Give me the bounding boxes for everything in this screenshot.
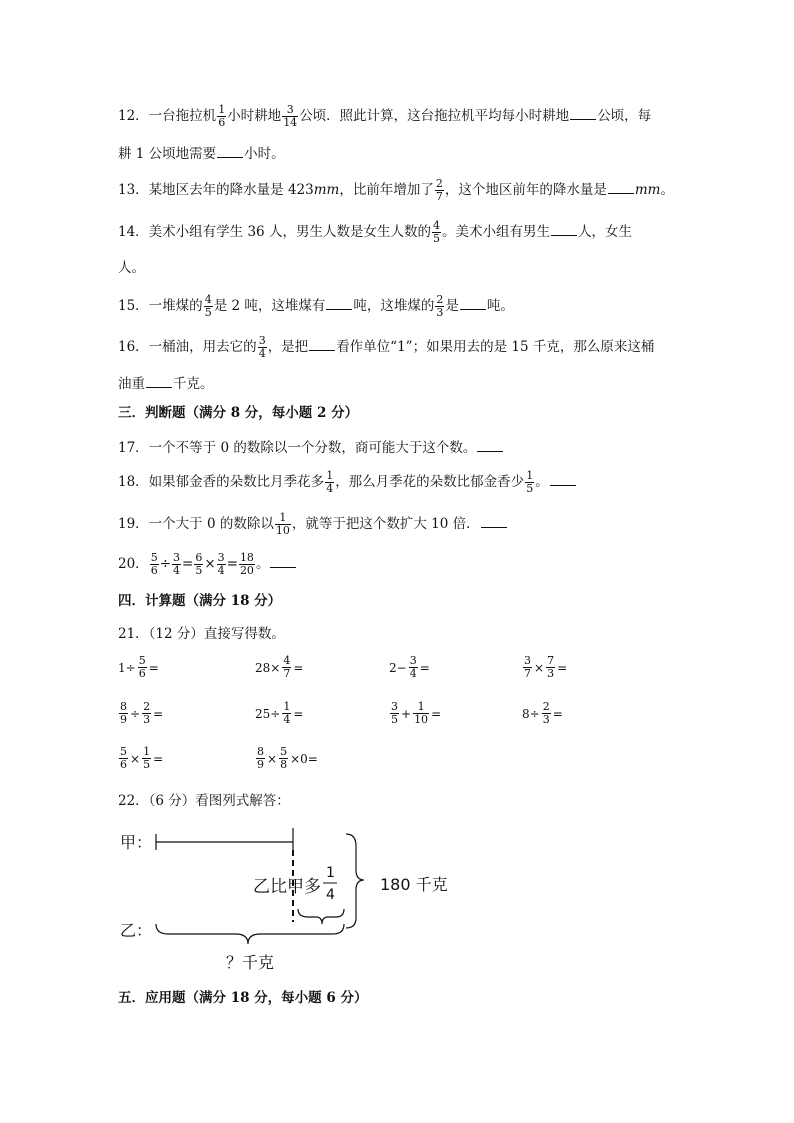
question-14-line2: 人。 — [118, 260, 145, 276]
svg-text:4: 4 — [326, 887, 335, 903]
fraction: $\frac{1}{4}$ — [326, 469, 334, 495]
question-20: 20． $\frac{5}{6}$ ÷ $\frac{3}{4}$ = $\frac{6}{5}$ × $\frac{3}{4}$ = $\frac{18}{20}$ 。 — [118, 552, 297, 577]
question-18: 18．如果郁金香的朵数比月季花多 $\frac{1}{4}$ ，那么月季花的朵数比郁金香少 $\frac{1}{5}$ 。 — [118, 470, 577, 495]
question-17: 17．一个不等于 0 的数除以一个分数，商可能大于这个数。 — [118, 437, 504, 458]
answer-blank[interactable] — [146, 373, 172, 388]
calc-item-5: $\frac{8}{9}$ ÷ $\frac{2}{3}$ = — [120, 700, 164, 726]
fraction: $\frac{5}{6}$ — [150, 551, 158, 577]
question-14-line1: 14．美术小组有学生 36 人，男生人数是女生人数的 $\frac{4}{5}$ 。美术小组有男生 人，女生 — [118, 219, 632, 245]
answer-blank[interactable] — [608, 179, 634, 194]
answer-blank[interactable] — [570, 105, 596, 120]
label-total: 180 千克 — [380, 875, 448, 894]
label-unknown: ？千克 — [226, 953, 275, 972]
calc-item-8: 8÷ $\frac{2}{3}$ = — [522, 700, 563, 726]
fraction: $\frac{3}{4}$ — [217, 551, 225, 577]
question-15: 15．一堆煤的 $\frac{4}{5}$ 是 2 吨，这堆煤有 吨，这堆煤的 $\frac{2}{3}$ 是 吨。 — [118, 293, 514, 319]
answer-blank[interactable] — [309, 336, 335, 351]
fraction: $\frac{4}{5}$ — [204, 293, 212, 319]
question-12-line2: 耕 1 公顷地需要 小时。 — [118, 143, 285, 164]
answer-blank[interactable] — [460, 295, 486, 310]
answer-blank[interactable] — [270, 553, 296, 568]
fraction: $\frac{3}{14}$ — [283, 103, 298, 129]
calc-item-9: $\frac{5}{6}$ × $\frac{1}{5}$ = — [120, 745, 164, 771]
calc-item-3: 2− $\frac{3}{4}$ = — [389, 654, 430, 680]
calc-item-6: 25÷ $\frac{1}{4}$ = — [255, 700, 304, 726]
fraction: $\frac{1}{5}$ — [526, 469, 534, 495]
answer-blank[interactable] — [550, 471, 576, 486]
label-jia: 甲： — [120, 833, 153, 852]
section-3-heading: 三．判断题（满分 8 分，每小题 2 分） — [118, 405, 359, 421]
section-4-heading: 四．计算题（满分 18 分） — [118, 593, 282, 609]
calc-item-1: 1÷ $\frac{5}{6}$ = — [118, 654, 159, 680]
fraction: $\frac{1}{6}$ — [218, 103, 226, 129]
answer-blank[interactable] — [551, 221, 577, 236]
calc-item-10: $\frac{8}{9}$ × $\frac{5}{8}$ ×0= — [257, 745, 318, 771]
answer-blank[interactable] — [326, 295, 352, 310]
fraction: $\frac{3}{4}$ — [258, 334, 266, 360]
question-12-line1: 12．一台拖拉机 $\frac{1}{6}$ 小时耕地 $\frac{3}{14}$ 公顷．照此计算，这台拖拉机平均每小时耕地 公顷，每 — [118, 103, 652, 129]
answer-blank[interactable] — [477, 437, 503, 452]
fraction: $\frac{2}{3}$ — [436, 293, 444, 319]
fraction: $\frac{18}{20}$ — [239, 551, 254, 577]
question-21: 21．（12 分）直接写得数。 — [118, 626, 285, 642]
section-5-heading: 五．应用题（满分 18 分，每小题 6 分） — [118, 990, 368, 1006]
answer-blank[interactable] — [481, 513, 507, 528]
calc-item-7: $\frac{3}{5}$ + $\frac{1}{10}$ = — [391, 700, 442, 726]
question-16-line2: 油重 千克。 — [118, 373, 214, 394]
fraction: $\frac{6}{5}$ — [195, 551, 203, 577]
fraction: $\frac{2}{7}$ — [435, 177, 443, 203]
fraction: $\frac{4}{5}$ — [432, 219, 440, 245]
question-16-line1: 16．一桶油，用去它的 $\frac{3}{4}$ ，是把 看作单位“1”；如果用去的是 15 千克，那么原来这桶 — [118, 334, 655, 360]
calc-item-4: $\frac{3}{7}$ × $\frac{7}{3}$ = — [524, 654, 568, 680]
label-difference: 乙比甲多 — [253, 877, 321, 897]
question-13: 13．某地区去年的降水量是 423mm，比前年增加了 $\frac{2}{7}$ ，这个地区前年的降水量是 mm。 — [118, 177, 674, 203]
fraction: $\frac{3}{4}$ — [173, 551, 180, 577]
question-22: 22．（6 分）看图列式解答： — [118, 793, 290, 809]
answer-blank[interactable] — [217, 143, 243, 158]
calc-item-2: 28× $\frac{4}{7}$ = — [255, 654, 304, 680]
svg-text:1: 1 — [326, 865, 335, 881]
fraction: $\frac{1}{10}$ — [275, 511, 290, 537]
line-segment-diagram — [118, 822, 478, 982]
question-19: 19．一个大于 0 的数除以 $\frac{1}{10}$ ，就等于把这个数扩大 10 倍． — [118, 512, 508, 537]
label-yi: 乙： — [120, 921, 153, 940]
